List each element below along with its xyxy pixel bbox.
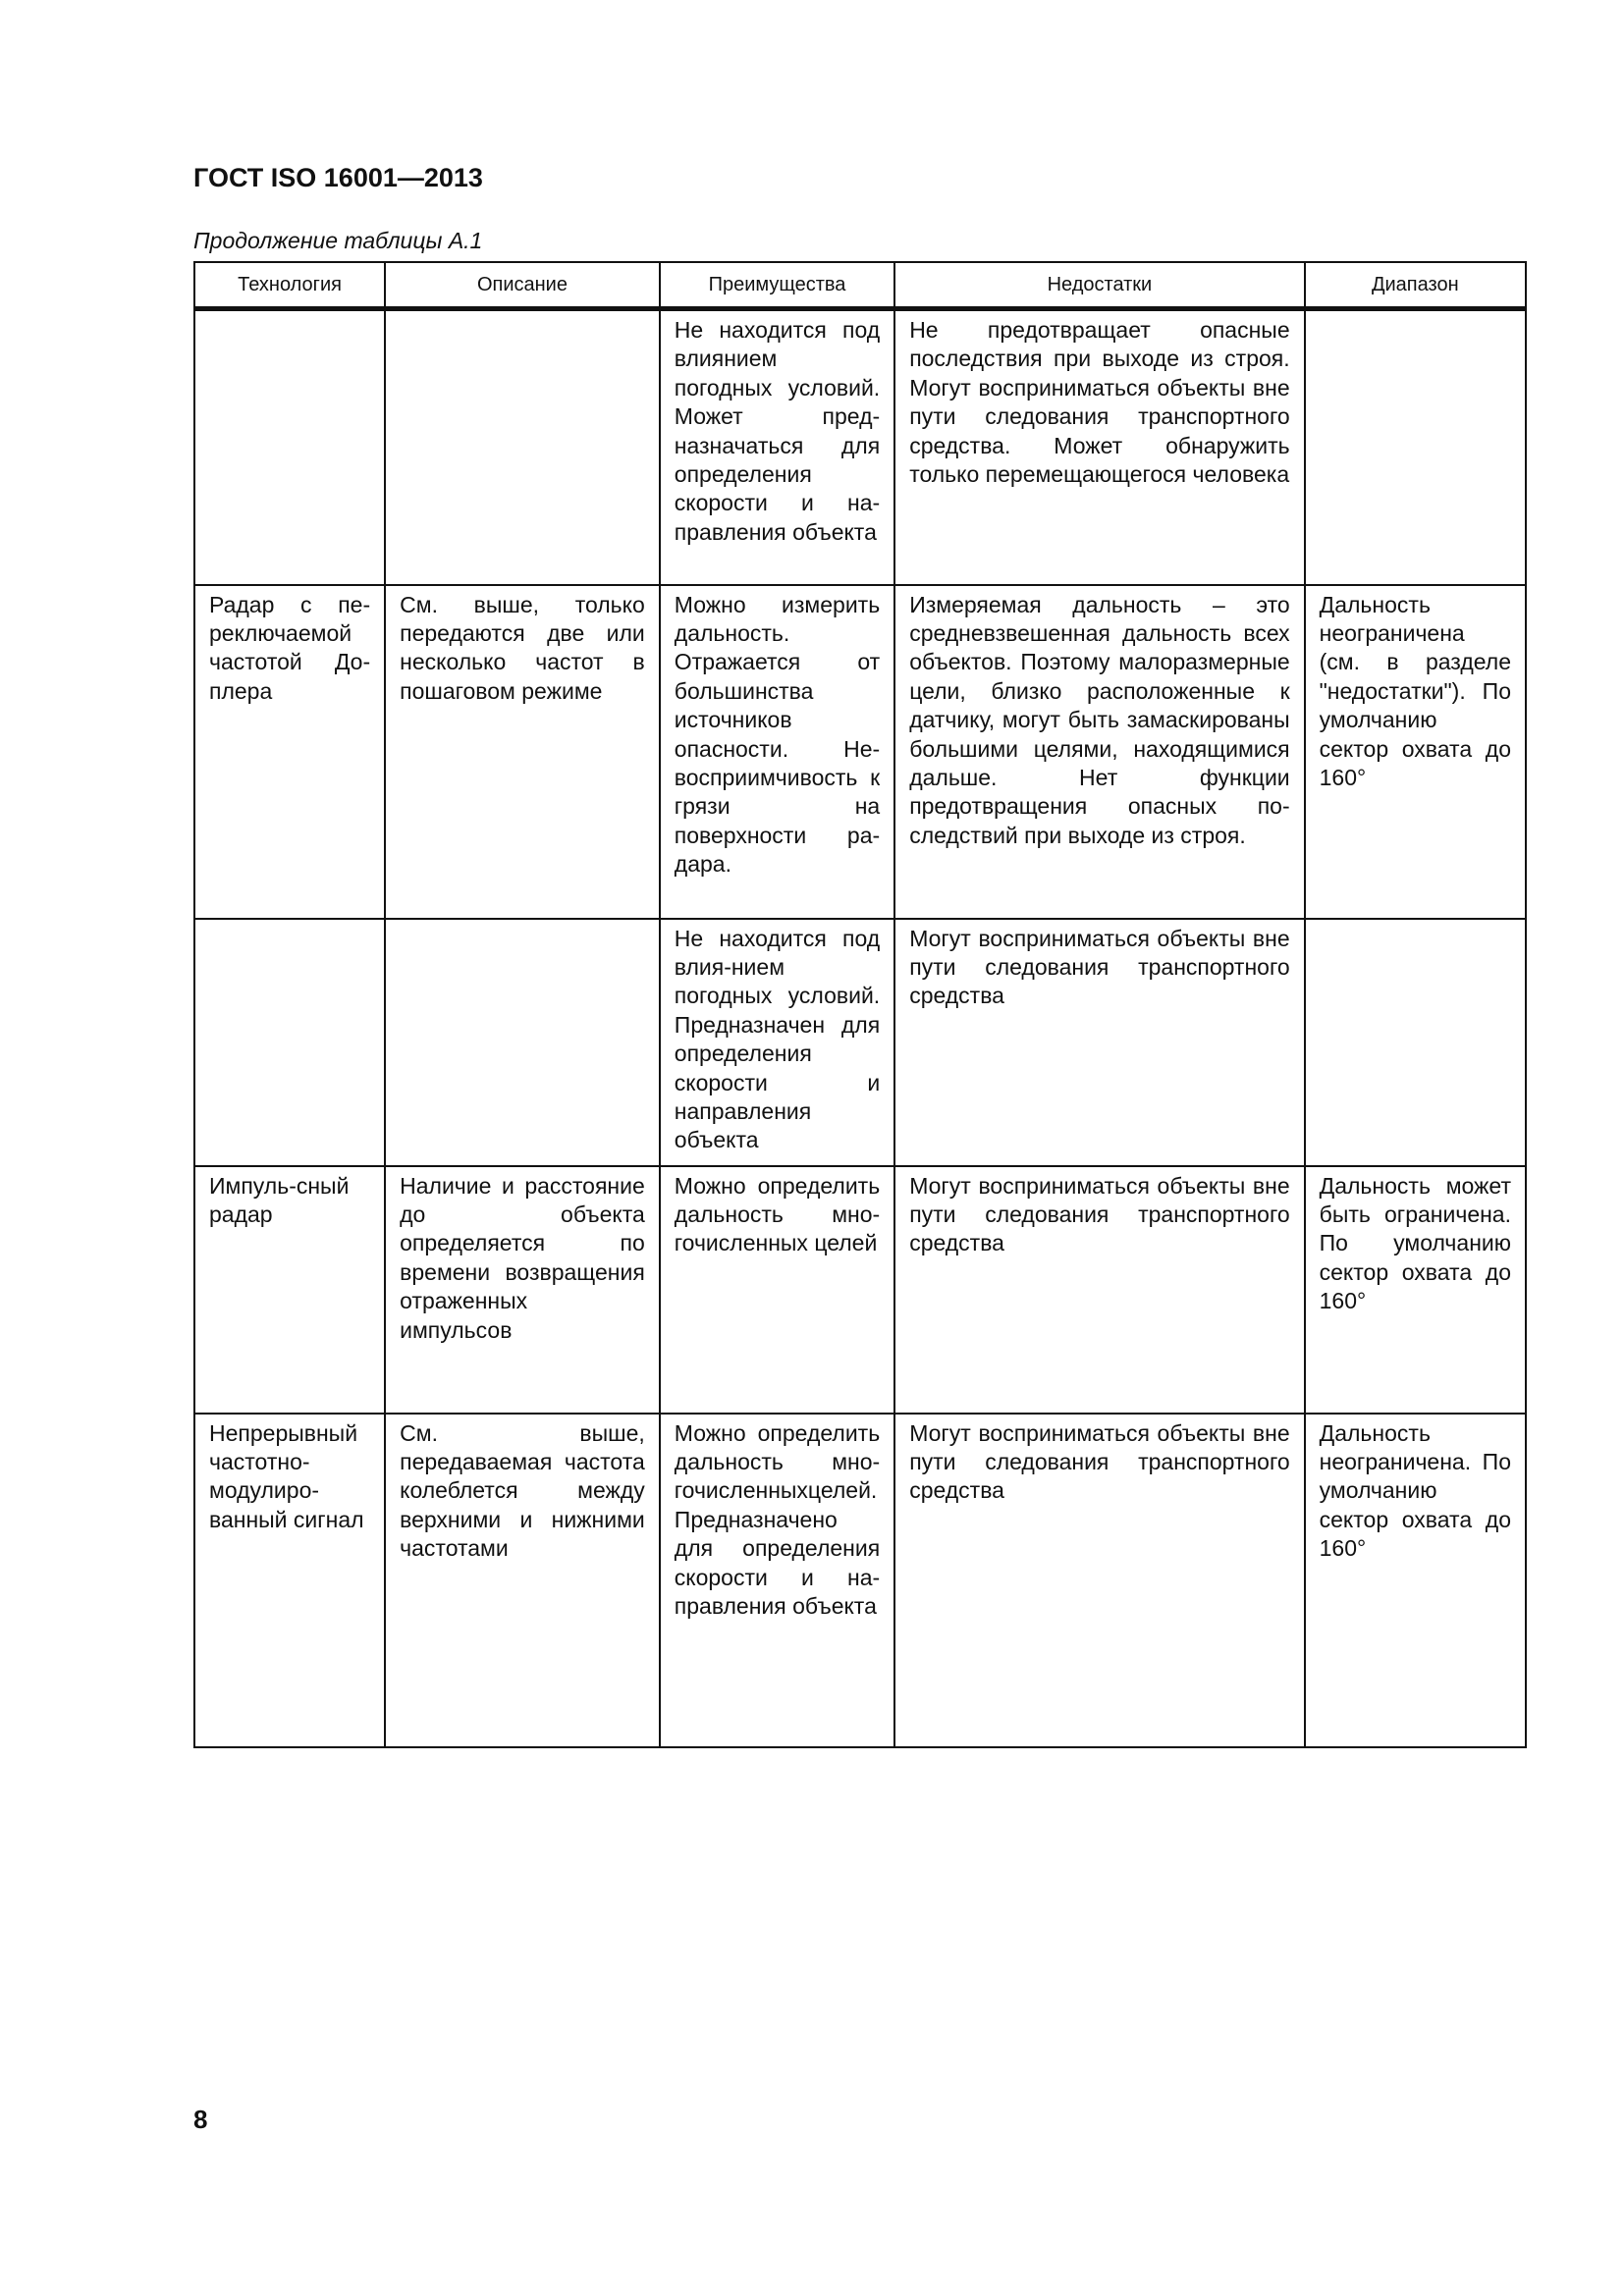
cell-advantages: Не находится под влия-нием погодных условий. Предназначен для определения скорости и направления объекта [660, 919, 894, 1166]
cell-technology: Импуль-сный радар [194, 1166, 385, 1414]
cell-disadvantages: Могут восприниматься объекты вне пути следования транспортного средства [894, 919, 1304, 1166]
technology-table [193, 261, 1527, 1748]
column-header-description: Описание [385, 262, 660, 309]
cell-advantages: Можно определить дальность многочисленных целей [660, 1166, 894, 1414]
table-row [194, 919, 1526, 1166]
cell-advantages: Можно измерить дальность. Отражается от большинства источников опасности. Невосприимчивость к грязи на поверхности радара. [660, 585, 894, 919]
cell-technology [194, 919, 385, 1166]
cell-range [1305, 919, 1526, 1166]
cell-technology: Непрерывный частотно-модулированный сигнал [194, 1414, 385, 1747]
cell-description: См. выше, только передаются две или несколько частот в пошаговом режиме [385, 585, 660, 919]
cell-range: Дальность неограничена (см. в разделе "недостатки"). По умолчанию сектор охвата до 160° [1305, 585, 1526, 919]
cell-disadvantages: Измеряемая дальность – это средневзвешенная дальность всех объектов. Поэтому малоразмерные цели, близко расположенные к датчику, могут быть замаскированы большими целями, находящимися дальше. Нет функции предотвращения опасных последствий при выходе из строя. [894, 585, 1304, 919]
cell-advantages: Можно определить дальность многочисленныхцелей. Предназначено для определения скорости и направления объекта [660, 1414, 894, 1747]
cell-range: Дальность может быть ограничена. По умолчанию сектор охвата до 160° [1305, 1166, 1526, 1414]
cell-description [385, 309, 660, 585]
cell-description: Наличие и расстояние до объекта определяется по времени возвращения отраженных импульсов [385, 1166, 660, 1414]
cell-technology [194, 309, 385, 585]
cell-disadvantages: Не предотвращает опасные последствия при выходе из строя. Могут восприниматься объекты вне пути следования транспортного средства. Может обнаружить только перемещающегося человека [894, 309, 1304, 585]
column-header-disadvantages: Недостатки [894, 262, 1304, 309]
cell-advantages: Не находится под влиянием погодных условий. Может предназначаться для определения скорости и направления объекта [660, 309, 894, 585]
cell-range: Дальность неограничена. По умолчанию сектор охвата до 160° [1305, 1414, 1526, 1747]
column-header-advantages: Преимущества [660, 262, 894, 309]
cell-disadvantages: Могут восприниматься объекты вне пути следования транспортного средства [894, 1166, 1304, 1414]
table-header-row [194, 262, 1526, 309]
cell-range [1305, 309, 1526, 585]
table-row [194, 585, 1526, 919]
table-row [194, 1414, 1526, 1747]
column-header-range: Диапазон [1305, 262, 1526, 309]
table-row [194, 1166, 1526, 1414]
page-number: 8 [193, 2105, 208, 2134]
table-caption: Продолжение таблицы А.1 [193, 228, 483, 253]
document-title: ГОСТ ISO 16001—2013 [193, 163, 483, 192]
cell-description [385, 919, 660, 1166]
cell-technology: Радар с переключаемой частотой Доплера [194, 585, 385, 919]
cell-description: См. выше, передаваемая частота колеблется между верхними и нижними частотами [385, 1414, 660, 1747]
table-row [194, 309, 1526, 585]
column-header-technology: Технология [194, 262, 385, 309]
cell-disadvantages: Могут восприниматься объекты вне пути следования транспортного средства [894, 1414, 1304, 1747]
